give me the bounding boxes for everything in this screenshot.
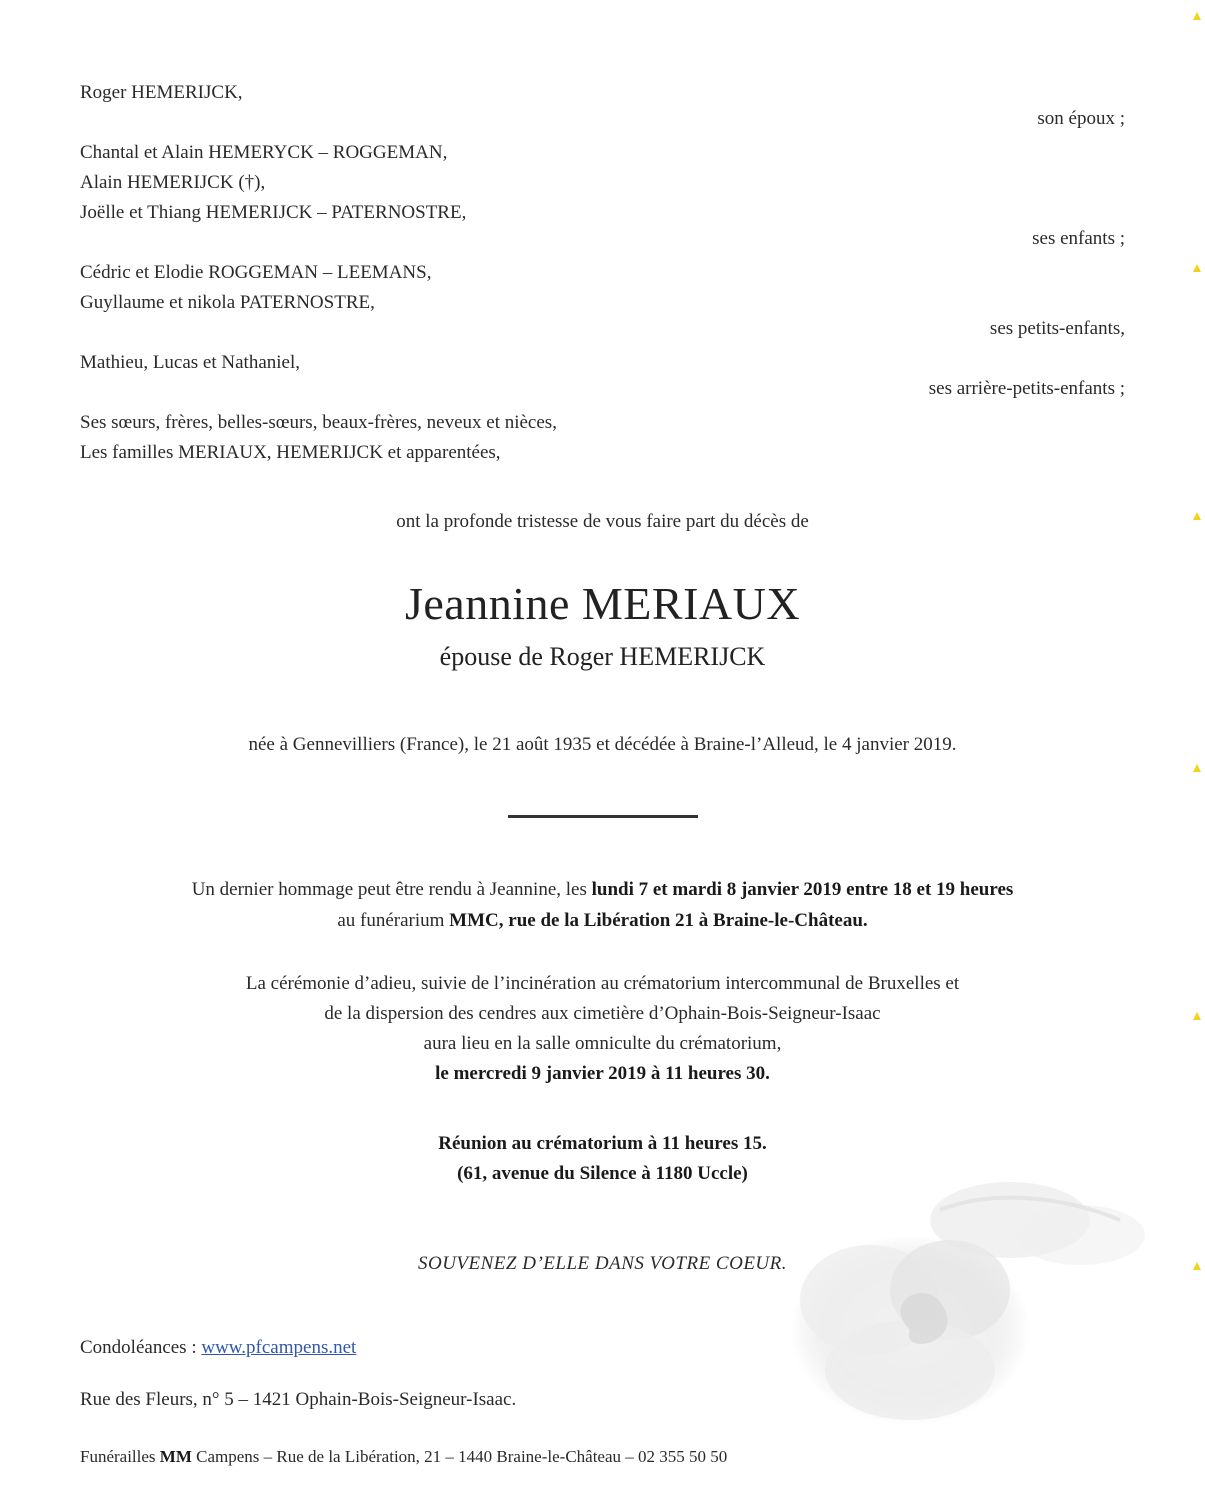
margin-mark-icon <box>1193 12 1201 20</box>
children-role: ses enfants ; <box>1032 228 1125 249</box>
footer-prefix: Funérailles <box>80 1447 160 1466</box>
visitation-dates: lundi 7 et mardi 8 janvier 2019 entre 18 et 19 heures <box>591 879 1014 900</box>
announcement: ont la profonde tristesse de vous faire part du décès de <box>396 511 809 532</box>
visitation-place-label: au funérarium <box>337 910 450 931</box>
margin-mark-icon <box>1193 264 1201 272</box>
life-dates: née à Gennevilliers (France), le 21 août 1935 et décédée à Braine-l’Alleud, le 4 janvier 2019. <box>248 734 957 755</box>
visitation-line-2 <box>0 906 1205 936</box>
meeting-line-1 <box>0 1129 1205 1159</box>
meeting-time: Réunion au crématorium à 11 heures 15. <box>438 1133 767 1154</box>
margin-mark-icon <box>1193 1262 1201 1270</box>
deceased-name: Jeannine MERIAUX <box>404 578 801 629</box>
ceremony-date-text: le mercredi 9 janvier 2019 à 11 heures 30. <box>435 1063 770 1084</box>
footer-brand: MM <box>159 1447 192 1466</box>
child-line: Alain HEMERIJCK (†), <box>80 172 266 193</box>
child-line: Chantal et Alain HEMERYCK – ROGGEMAN, <box>80 142 448 163</box>
ceremony-date <box>0 1059 1205 1089</box>
margin-mark-icon <box>1193 1012 1201 1020</box>
spouse-name: Roger HEMERIJCK, <box>80 82 243 103</box>
condolences <box>80 1333 356 1363</box>
margin-mark-icon <box>1193 512 1201 520</box>
great-grandchildren: Mathieu, Lucas et Nathaniel, <box>80 352 301 373</box>
meeting-address: (61, avenue du Silence à 1180 Uccle) <box>457 1163 748 1184</box>
meeting-line-2 <box>0 1159 1205 1189</box>
relatives-line: Les familles MERIAUX, HEMERIJCK et apparentées, <box>80 442 501 463</box>
grandchild-line: Cédric et Elodie ROGGEMAN – LEEMANS, <box>80 262 432 283</box>
home-address: Rue des Fleurs, n° 5 – 1421 Ophain-Bois-Seigneur-Isaac. <box>80 1389 517 1410</box>
motto: SOUVENEZ D’ELLE DANS VOTRE COEUR. <box>417 1253 787 1274</box>
deceased-spouse-of: épouse de Roger HEMERIJCK <box>439 642 766 671</box>
ceremony-line: de la dispersion des cendres aux cimetière d’Ophain-Bois-Seigneur-Isaac <box>324 1003 881 1024</box>
footer-details: Campens – Rue de la Libération, 21 – 1440 Braine-le-Château – 02 355 50 50 <box>191 1447 728 1466</box>
relatives-line: Ses sœurs, frères, belles-sœurs, beaux-frères, neveux et nièces, <box>80 412 557 433</box>
ceremony-line: aura lieu en la salle omniculte du crématorium, <box>423 1033 782 1054</box>
margin-mark-icon <box>1193 764 1201 772</box>
condolences-label: Condoléances : <box>80 1337 202 1358</box>
grandchild-line: Guyllaume et nikola PATERNOSTRE, <box>80 292 375 313</box>
grandchildren-role: ses petits-enfants, <box>989 318 1125 339</box>
footer-funeral-home <box>80 1442 727 1472</box>
child-line: Joëlle et Thiang HEMERIJCK – PATERNOSTRE, <box>80 202 467 223</box>
visitation-place: MMC, rue de la Libération 21 à Braine-le-Château. <box>449 910 868 931</box>
separator-rule <box>508 815 698 818</box>
visitation-text: Un dernier hommage peut être rendu à Jeannine, les <box>191 879 592 900</box>
visitation-line-1 <box>0 875 1205 905</box>
flower-watermark-icon <box>760 1180 1190 1440</box>
ceremony-line: La cérémonie d’adieu, suivie de l’incinération au crématorium intercommunal de Bruxelles et <box>245 973 960 994</box>
spouse-role: son époux ; <box>1037 108 1125 129</box>
great-grandchildren-role: ses arrière-petits-enfants ; <box>928 378 1125 399</box>
condolences-link[interactable]: www.pfcampens.net <box>201 1337 357 1358</box>
